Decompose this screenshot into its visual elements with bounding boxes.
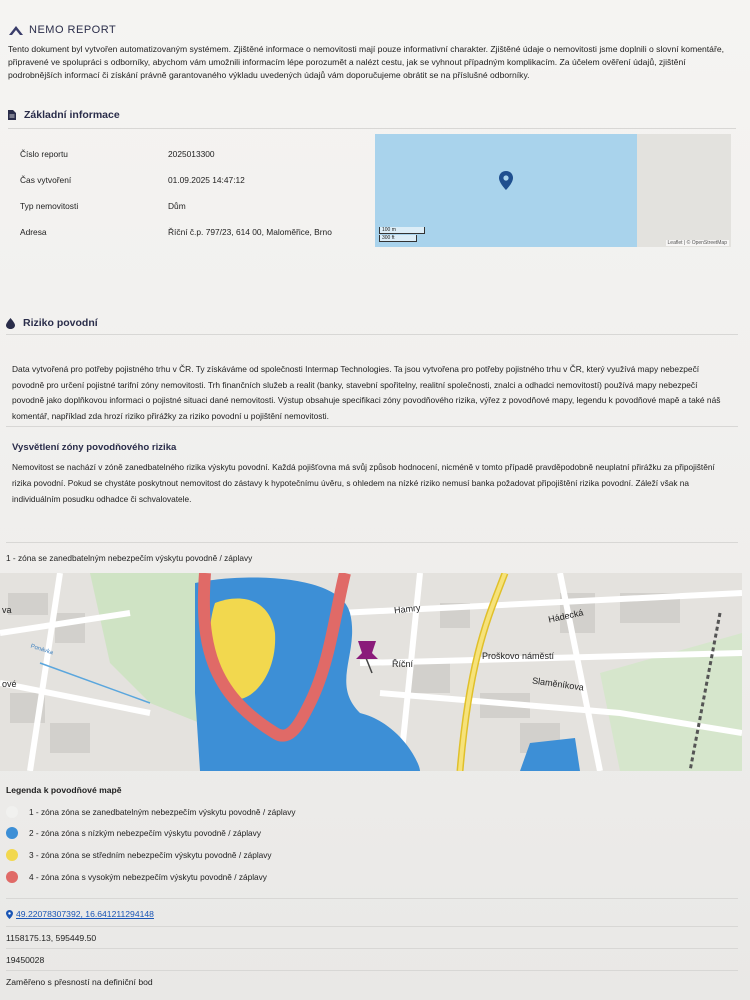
basic-info-title: Základní informace: [24, 109, 120, 121]
water-drop-icon: [6, 318, 15, 329]
zone-explanation-text: Nemovitost se nachází v zóně zanedbatelného rizika výskytu povodní. Každá pojišťovna má svůj způsob hodnocení, nicméně v tomto případě pravděpodobně neuplatní přirážku za připojištění rizika povodní. Pokud se chystáte poskytnout nemovitost do zástavy k hypotečnímu úvěru, s ohledem na nízké riziko nemusí banka požadovat připojištění rizika povodní. Záleží však na individuálním posudku odhadce či schvalovatele.: [12, 462, 715, 504]
info-label: Typ nemovitosti: [20, 201, 79, 211]
brand-name: NEMO REPORT: [29, 24, 117, 36]
info-value: Dům: [168, 201, 186, 211]
info-label: Čas vytvoření: [20, 175, 72, 185]
legend-title: Legenda k povodňové mapě: [6, 785, 122, 795]
map-attribution[interactable]: Leaflet | © OpenStreetMap: [667, 240, 727, 246]
legend-dot: [6, 827, 18, 839]
info-row-created: [20, 171, 360, 197]
legend-label: 2 - zóna zóna s nízkým nebezpečím výskytu povodně / záplavy: [29, 828, 261, 838]
map-scale-meters: 100 m: [379, 227, 425, 234]
basic-info-table: [20, 145, 360, 249]
location-pin-icon: [6, 910, 13, 919]
map-label-hamry: Hamry: [393, 602, 421, 616]
divider: [6, 334, 738, 335]
map-label-va: va: [2, 605, 12, 615]
map-label-namesti: Proškovo náměstí: [482, 651, 555, 661]
code-value: 19450028: [6, 955, 45, 965]
location-map[interactable]: [375, 134, 731, 247]
document-icon: [8, 110, 16, 120]
legend-label: 3 - zóna zóna se středním nebezpečím výskytu povodně / záplavy: [29, 850, 272, 860]
zone-explanation-title: Vysvětlení zóny povodňového rizika: [12, 442, 177, 453]
logo-icon: [8, 24, 24, 36]
info-row-address: [20, 223, 360, 249]
divider: [6, 542, 738, 543]
divider: [6, 970, 738, 971]
flood-title: Riziko povodní: [23, 317, 98, 329]
info-label: Číslo reportu: [20, 149, 68, 159]
map-label-slamenikova: Slaměníkova: [531, 675, 585, 693]
info-row-type: [20, 197, 360, 223]
legend-dot: [6, 849, 18, 861]
report-header: [8, 24, 116, 36]
zone-label: 1 - zóna se zanedbatelným nebezpečím výskytu povodně / záplavy: [6, 553, 253, 563]
legend-label: 1 - zóna zóna se zanedbatelným nebezpečím výskytu povodně / záplavy: [29, 807, 296, 817]
legend-item-zone-3: [6, 848, 272, 862]
flood-description: Data vytvořená pro potřeby pojistného trhu v ČR. Ty získáváme od společnosti Intermap Technologies. Ta jsou vytvořena pro potřeby pojistného trhu v ČR, který využívá mapy nebezpečí povodně pro určení pojistné tarifní zóny nemovitosti. Trh finančních služeb a realit (banky, stavební spořitelny, realitní společnosti, znalci a odhadci nemovitostí) používá mapy nebezpečí povodně jako doplňkovou informaci o pojistné situaci dané nemovitosti. Výstup obsahuje specifikaci zóny povodňového rizika, výřez z povodňové mapy, legendu k povodňové mapě a také náš komentář, například zda hrozí riziko přirážky za riziko povodní u pojištění nemovitosti.: [12, 364, 721, 421]
info-row-report-number: [20, 145, 360, 171]
intro-text: Tento dokument byl vytvořen automatizovaným systémem. Zjištěné informace o nemovitosti mají pouze informativní charakter. Zjištěné údaje o nemovitosti jsme doplnili o slovní komentáře, připravené ve spolupráci s odborníky, abychom vám umožnili informacím lépe porozumět a nalézt cestu, jak se vyhnout případným komplikacím. Za účelem ověření údajů, zjištění podrobnějších informací či získání právně garantovaného výkladu uvedených údajů vám doporučujeme obrátit se na příslušné odborníky.: [8, 44, 724, 80]
map-land: [637, 134, 731, 247]
legend-item-zone-1: [6, 805, 296, 819]
map-label-ricni: Říční: [392, 659, 414, 669]
info-label: Adresa: [20, 227, 47, 237]
info-value: Říční č.p. 797/23, 614 00, Maloměřice, Brno: [168, 227, 332, 237]
legend-item-zone-4: [6, 870, 267, 884]
flood-map-graphic: [0, 573, 742, 771]
divider: [6, 948, 738, 949]
basic-info-heading: [8, 109, 120, 121]
map-scale-feet: 300 ft: [379, 235, 417, 242]
legend-dot: [6, 871, 18, 883]
info-value: 2025013300: [168, 149, 215, 159]
accuracy-note: Zaměřeno s přesností na definiční bod: [6, 977, 153, 987]
location-pin-icon[interactable]: [499, 171, 513, 190]
legend-dot: [6, 806, 18, 818]
map-label-hadecka: Hádecká: [547, 607, 585, 625]
gps-coordinates[interactable]: 49.22078307392, 16.641211294148: [16, 909, 154, 919]
flood-heading: [6, 317, 98, 329]
flood-map[interactable]: [0, 573, 742, 771]
legend-item-zone-2: [6, 826, 261, 840]
legend-label: 4 - zóna zóna s vysokým nebezpečím výskytu povodně / záplavy: [29, 872, 267, 882]
map-label-ove: ové: [2, 679, 17, 689]
divider: [6, 426, 738, 427]
jtsk-coordinates: 1158175.13, 595449.50: [6, 933, 97, 943]
divider: [6, 926, 738, 927]
gps-coordinates-link[interactable]: [6, 909, 154, 919]
divider: [8, 128, 736, 129]
map-label-ponavka: Ponávka: [29, 643, 54, 657]
info-value: 01.09.2025 14:47:12: [168, 175, 245, 185]
divider: [6, 898, 738, 899]
